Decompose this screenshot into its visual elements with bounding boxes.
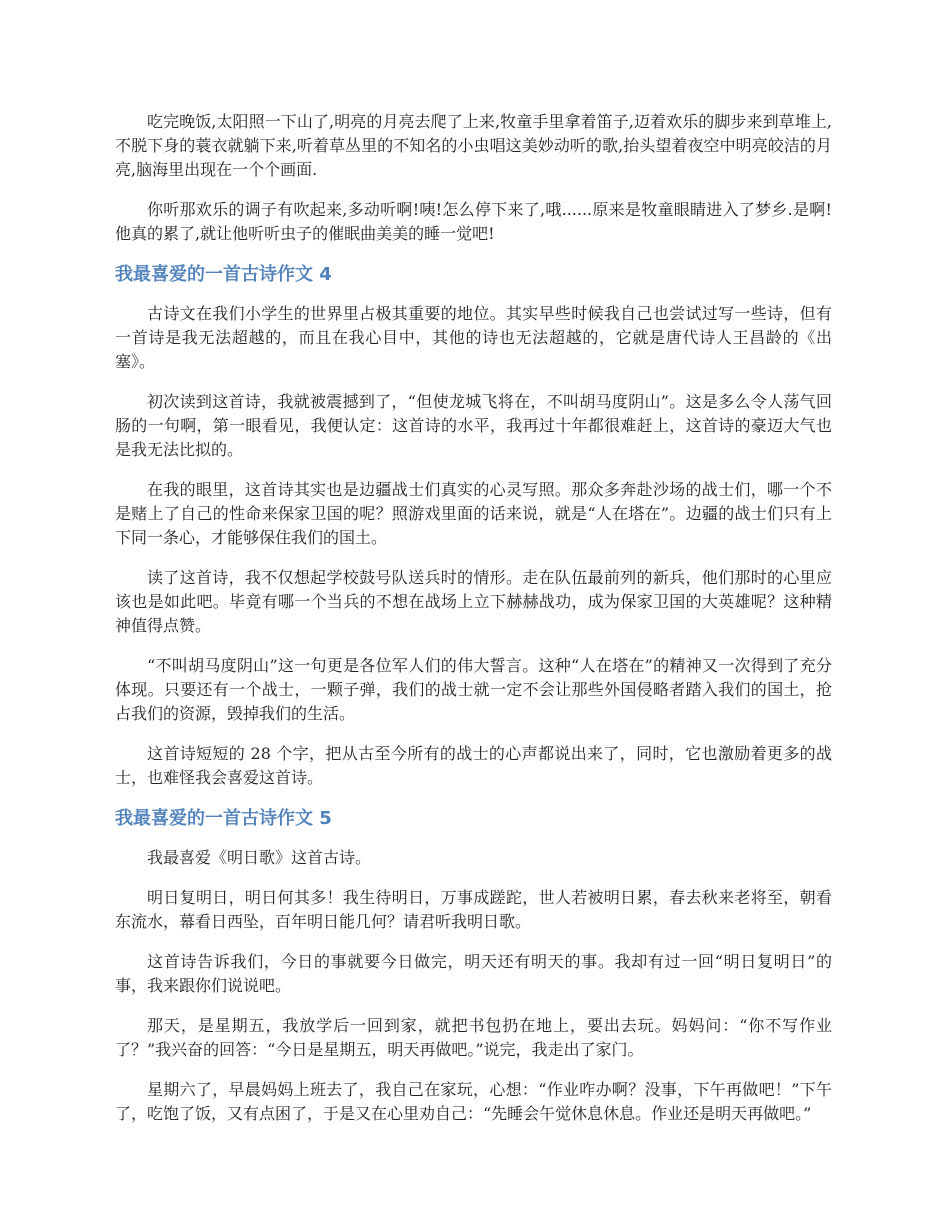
section-heading: 我最喜爱的一首古诗作文 5 xyxy=(115,808,332,829)
paragraph: 这首诗短短的 28 个字，把从古至今所有的战士的心声都说出来了，同时，它也激励着更多的战士，也难怪我会喜爱这首诗。 xyxy=(115,744,832,787)
paragraph: 读了这首诗，我不仅想起学校鼓号队送兵时的情形。走在队伍最前列的新兵，他们那时的心里应该也是如此吧。毕竟有哪一个当兵的不想在战场上立下赫赫战功，成为保家卫国的大英雄呢？这种精神值得点赞。 xyxy=(115,568,832,635)
paragraph: 那天，是星期五，我放学后一回到家，就把书包扔在地上，要出去玩。妈妈问：“你不写作业了？”我兴奋的回答：“今日是星期五，明天再做吧。”说完，我走出了家门。 xyxy=(115,1016,832,1059)
paragraph: 你听那欢乐的调子有吹起来,多动听啊!咦!怎么停下来了,哦......原来是牧童眼睛进入了梦乡.是啊!他真的累了,就让他听听虫子的催眠曲美美的睡一觉吧! xyxy=(115,200,832,243)
paragraph: 明日复明日，明日何其多！我生待明日，万事成蹉跎，世人若被明日累，春去秋来老将至，朝看东流水，幕看日西坠，百年明日能几何？请君听我明日歌。 xyxy=(115,888,832,931)
paragraph: 我最喜爱《明日歌》这首古诗。 xyxy=(147,848,372,867)
paragraph: 在我的眼里，这首诗其实也是边疆战士们真实的心灵写照。那众多奔赴沙场的战士们，哪一个不是赌上了自己的性命来保家卫国的呢？照游戏里面的话来说，就是“人在塔在”。边疆的战士们只有上下同一条心，才能够保住我们的国土。 xyxy=(115,480,832,547)
paragraph: “不叫胡马度阴山”这一句更是各位军人们的伟大誓言。这种“人在塔在”的精神又一次得到了充分体现。只要还有一个战士，一颗子弹，我们的战士就一定不会让那些外国侵略者踏入我们的国土，抢占我们的资源，毁掉我们的生活。 xyxy=(115,656,832,723)
paragraph: 初次读到这首诗，我就被震撼到了，“但使龙城飞将在，不叫胡马度阴山”。这是多么令人荡气回肠的一句啊，第一眼看见，我便认定：这首诗的水平，我再过十年都很难赶上，这首诗的豪迈大气也是我无法比拟的。 xyxy=(115,392,832,459)
paragraph: 古诗文在我们小学生的世界里占极其重要的地位。其实早些时候我自己也尝试过写一些诗，但有一首诗是我无法超越的，而且在我心目中，其他的诗也无法超越的，它就是唐代诗人王昌龄的《出塞》。 xyxy=(115,304,832,371)
section-heading: 我最喜爱的一首古诗作文 4 xyxy=(115,264,332,285)
paragraph: 星期六了，早晨妈妈上班去了，我自己在家玩，心想：“作业咋办啊？没事，下午再做吧！”下午了，吃饱了饭，又有点困了，于是又在心里劝自己：“先睡会午觉休息休息。作业还是明天再做吧。” xyxy=(115,1080,832,1123)
paragraph: 吃完晚饭,太阳照一下山了,明亮的月亮去爬了上来,牧童手里拿着笛子,迈着欢乐的脚步来到草堆上,不脱下身的蓑衣就躺下来,听着草丛里的不知名的小虫唱这美妙动听的歌,抬头望着夜空中明亮皎洁的月亮,脑海里出现在一个个画面. xyxy=(115,112,832,179)
paragraph: 这首诗告诉我们，今日的事就要今日做完，明天还有明天的事。我却有过一回“明日复明日”的事，我来跟你们说说吧。 xyxy=(115,952,832,995)
